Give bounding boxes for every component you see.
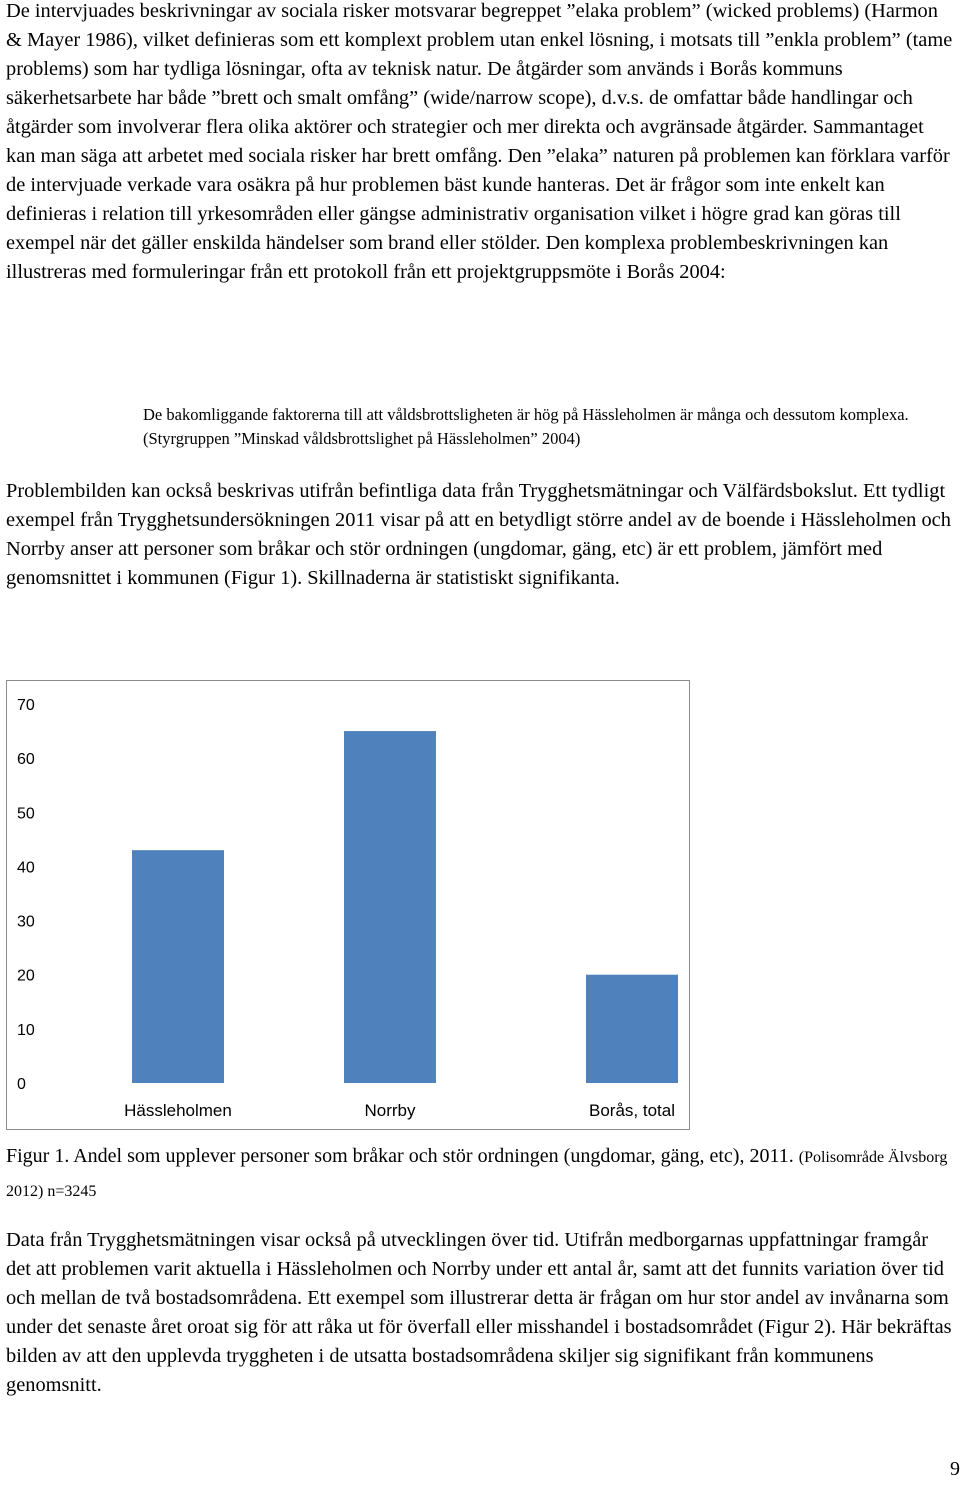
y-tick-label: 30 [17,913,35,931]
figure-1-chart [6,680,690,1135]
bar-hässleholmen [132,850,224,1083]
y-tick-label: 0 [17,1076,26,1093]
paragraph-development-over-time: Data från Trygghetsmätningen visar också på utvecklingen över tid. Utifrån medborgarnas uppfattningar framgår det att problemen varit aktuella i Hässleholmen och Norrby under ett antal år, samt att det funnits variation över tid och mellan de två bostadsområdena. Ett exempel som illustrerar detta är frågan om hur stor andel av invånarna som under det senaste året oroat sig för att råka ut för överfall eller misshandel i bostadsområdet (Figur 2). Här bekräftas bilden av att den upplevda tryggheten i de utsatta bostadsområdena skiljer sig signifikant från kommunens genomsnitt. [6,1229,952,1396]
y-tick-label: 50 [17,805,35,823]
y-tick-label: 10 [17,1021,35,1039]
y-tick-label: 40 [17,859,35,877]
block-quote [143,403,943,451]
y-tick-label: 70 [17,697,35,714]
y-tick-label: 60 [17,751,35,769]
quote-text: De bakomliggande faktorerna till att våldsbrottsligheten är hög på Hässleholmen är många och dessutom komplexa. [143,405,909,424]
bar-borås-total [586,975,678,1083]
x-category-label: Norrby [364,1101,416,1120]
page-number: 9 [950,1458,960,1480]
caption-source: (Polisområde Älvsborg 2012) n=3245 [6,1149,948,1200]
x-category-labels [124,1101,675,1120]
paragraph-problem-description: Problembilden kan också beskrivas utifrån befintliga data från Trygghetsmätningar och Välfärdsbokslut. Ett tydligt exempel från Trygghetsundersökningen 2011 visar på att en betydligt större andel av de boende i Hässleholmen och Norrby anser att personer som bråkar och stör ordningen (ungdomar, gäng, etc) är ett problem, jämfört med genomsnittet i kommunen (Figur 1). Skillnaderna är statistiskt signifikanta. [6,480,951,589]
figure-caption [6,1140,960,1208]
x-category-label: Hässleholmen [124,1101,232,1120]
bar-chart-svg [6,680,690,1130]
x-category-label: Borås, total [589,1101,675,1120]
paragraph-wicked-problems: De intervjuades beskrivningar av sociala risker motsvarar begreppet ”elaka problem” (wicked problems) (Harmon & Mayer 1986), vilket definieras som ett komplext problem utan enkel lösning, i motsats till ”enkla problem” (tame problems) som har tydliga lösningar, ofta av teknisk natur. De åtgärder som används i Borås kommuns säkerhetsarbete har både ”brett och smalt omfång” (wide/narrow scope), d.v.s. de omfattar både handlingar och åtgärder som involverar flera olika aktörer och strategier och mer direkta och avgränsade åtgärder. Sammantaget kan man säga att arbetet med sociala risker har brett omfång. Den ”elaka” naturen på problemen kan förklara varför de intervjuade verkade vara osäkra på hur problemen bäst kunde hanteras. Det är frågor som inte enkelt kan definieras i relation till yrkesområden eller gängse administrativ organisation vilket i högre grad kan göras till exempel när det gäller enskilda händelser som brand eller stölder. Den komplexa problembeskrivningen kan illustreras med formuleringar från ett protokoll från ett projektgruppsmöte i Borås 2004: [6,0,953,283]
y-tick-label: 20 [17,967,35,985]
quote-source: (Styrgruppen ”Minskad våldsbrottslighet på Hässleholmen” 2004) [143,429,581,448]
caption-main: Figur 1. Andel som upplever personer som bråkar och stör ordningen (ungdomar, gäng, etc), 2011. [6,1145,794,1167]
bar-norrby [344,731,436,1083]
